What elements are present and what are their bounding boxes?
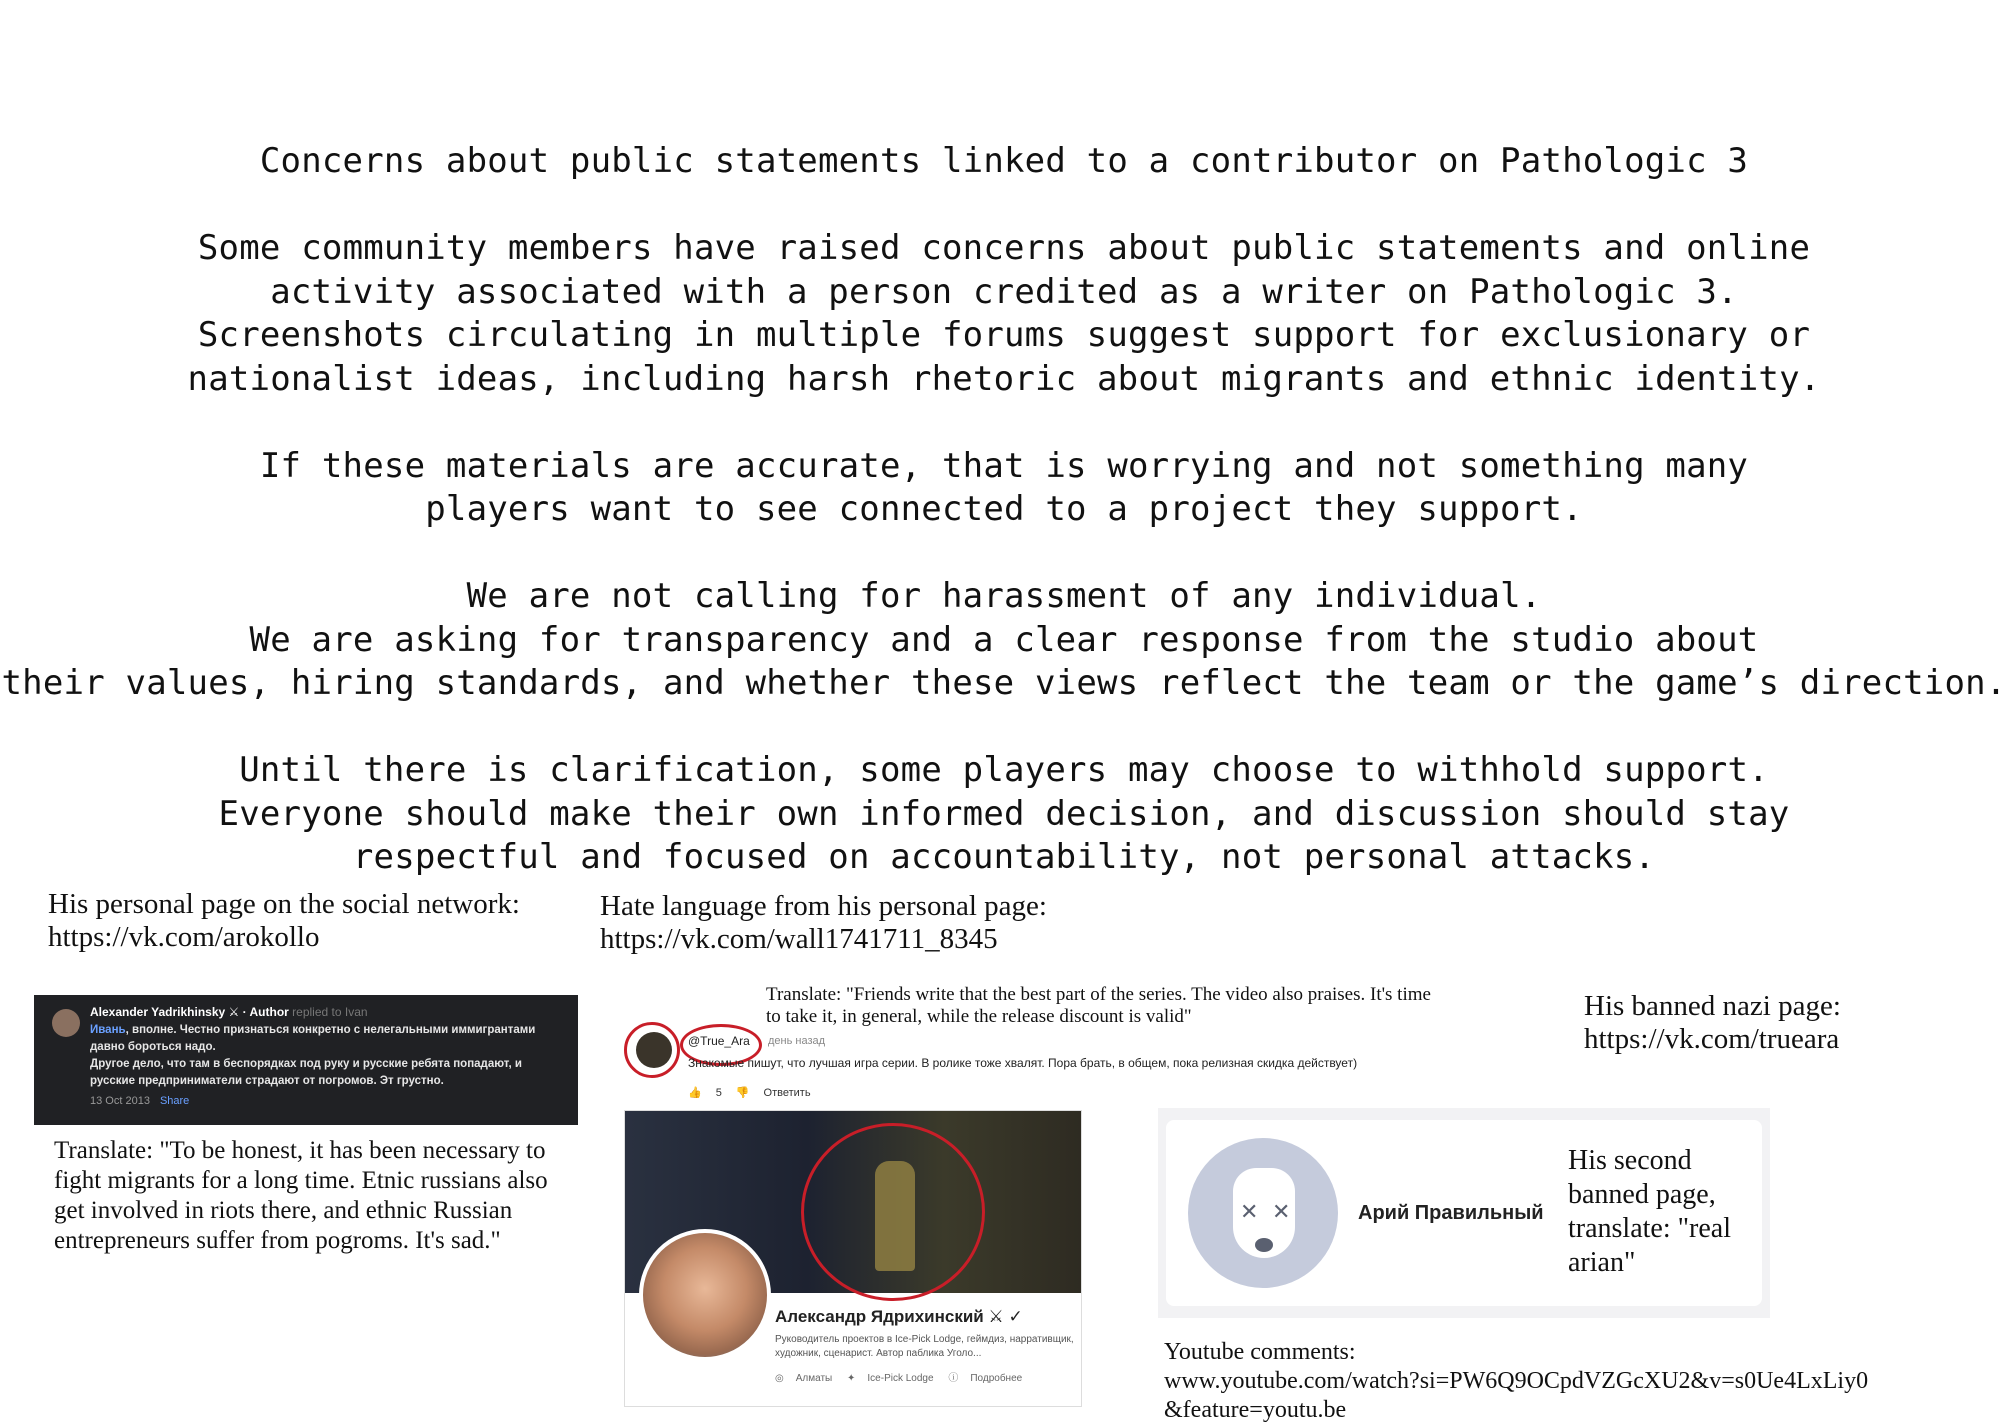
- comment-user[interactable]: @True_Ara: [688, 1034, 750, 1048]
- thumbs-up-icon[interactable]: 👍: [688, 1087, 702, 1099]
- highlight-circle: [801, 1123, 985, 1301]
- profile-company[interactable]: Ice-Pick Lodge: [867, 1373, 934, 1384]
- youtube-url-continued[interactable]: &feature=youtu.be: [1164, 1397, 1347, 1423]
- translate-middle-caption: Translate: "Friends write that the best part of the series. The video also praises. It's time to take it, in general, while the release discount is valid": [766, 984, 1431, 1027]
- profile-city: Алматы: [795, 1373, 833, 1384]
- statement-title: Concerns about public statements linked to a contributor on Pathologic 3: [259, 141, 1749, 181]
- personal-page-url[interactable]: https://vk.com/arokollo: [48, 921, 320, 953]
- banned-page-url[interactable]: https://vk.com/trueara: [1584, 1023, 1840, 1055]
- profile-name: Александр Ядрихинский ⚔ ✓: [775, 1307, 1023, 1326]
- avatar: [639, 1229, 771, 1361]
- share-link[interactable]: Share: [159, 1095, 190, 1107]
- statement-line: Everyone should make their own informed decision, and discussion should stay: [218, 793, 1790, 834]
- statement-line: If these materials are accurate, that is worrying and not something many: [259, 445, 1749, 486]
- statement-line: respectful and focused on accountability, not personal attacks.: [352, 837, 1656, 877]
- personal-page-label: His personal page on the social network:: [48, 888, 520, 920]
- youtube-label: Youtube comments:: [1164, 1339, 1356, 1365]
- dark-comment-card: [34, 995, 578, 1125]
- statement-line: players want to see connected to a project they support.: [425, 489, 1583, 529]
- youtube-caption: [1164, 1338, 1868, 1425]
- statement-line: their values, hiring standards, and whether these views reflect the team or the game’s direction.: [1, 663, 2007, 703]
- hate-language-url[interactable]: https://vk.com/wall1741711_8345: [600, 923, 998, 955]
- banned-page-caption: [1584, 990, 1841, 1056]
- translate-left-caption: Translate: "To be honest, it has been necessary to fight migrants for a long time. Etnic russians also get involved in riots there, and ethnic Russian entrepreneurs suffer from pogroms. It's sad.": [54, 1137, 548, 1254]
- youtube-comment: [620, 1020, 1510, 1110]
- youtube-url[interactable]: www.youtube.com/watch?si=PW6Q9OCpdVZGcXU2&v=s0Ue4LxLiy0: [1164, 1368, 1869, 1394]
- comment-body: Ивань, вполне. Честно признаться конкретно с нелегальными иммигрантами давно бороться надо. Другое дело, что там в беспорядках под руку и русские ребята попадают, и русские предприниматели страдают от погромов. Эт грустно.: [90, 1024, 536, 1087]
- personal-page-caption: [48, 888, 520, 954]
- comment-actions: [688, 1086, 825, 1099]
- location-icon: ◎: [775, 1373, 784, 1384]
- reply-button[interactable]: Ответить: [763, 1087, 811, 1099]
- comment-meta: 13 Oct 2013 Share: [90, 1095, 190, 1107]
- statement-line: Until there is clarification, some players may choose to withhold support.: [239, 750, 1769, 790]
- thumbs-down-icon[interactable]: 👎: [735, 1087, 750, 1099]
- second-banned-caption: His second banned page, translate: "real arian": [1568, 1145, 1732, 1278]
- comment-author: Alexander Yadrikhinsky ⚔ · Author replied to Ivan: [90, 1005, 368, 1019]
- hate-language-caption: [600, 890, 1047, 956]
- statement-text: [0, 140, 2008, 880]
- banned-page-name: Арий Правильный: [1358, 1202, 1544, 1224]
- deleted-dog-icon: ✕ ✕: [1188, 1138, 1338, 1288]
- avatar: [52, 1009, 80, 1037]
- profile-description: Руководитель проектов в Ice-Pick Lodge, геймдиз, нарративщик, художник, сценарист. Автор паблика Уголо...: [775, 1334, 1074, 1359]
- banned-page-label: His banned nazi page:: [1584, 990, 1841, 1022]
- hate-language-label: Hate language from his personal page:: [600, 890, 1047, 922]
- info-icon: ⓘ: [948, 1373, 959, 1384]
- profile-card: [624, 1110, 1082, 1407]
- like-count: 5: [715, 1087, 722, 1099]
- statement-line: We are asking for transparency and a clear response from the studio about: [249, 619, 1759, 660]
- avatar: [636, 1032, 672, 1068]
- work-icon: ✦: [847, 1373, 856, 1384]
- comment-time: день назад: [768, 1035, 826, 1047]
- profile-more[interactable]: Подробнее: [970, 1373, 1023, 1384]
- profile-info: [775, 1369, 1034, 1384]
- statement-line: nationalist ideas, including harsh rhetoric about migrants and ethnic identity.: [187, 358, 1821, 399]
- statement-line: activity associated with a person credited as a writer on Pathologic 3.: [270, 271, 1738, 312]
- comment-mention[interactable]: Ивань: [90, 1024, 126, 1036]
- statement-line: Some community members have raised concerns about public statements and online: [197, 228, 1811, 268]
- statement-line: We are not calling for harassment of any individual.: [466, 576, 1542, 616]
- comment-text: Знакомые пишут, что лучшая игра серии. В ролике тоже хвалят. Пора брать, в общем, пока релизная скидка действует): [688, 1056, 1358, 1070]
- statement-line: Screenshots circulating in multiple forums suggest support for exclusionary or: [197, 315, 1811, 355]
